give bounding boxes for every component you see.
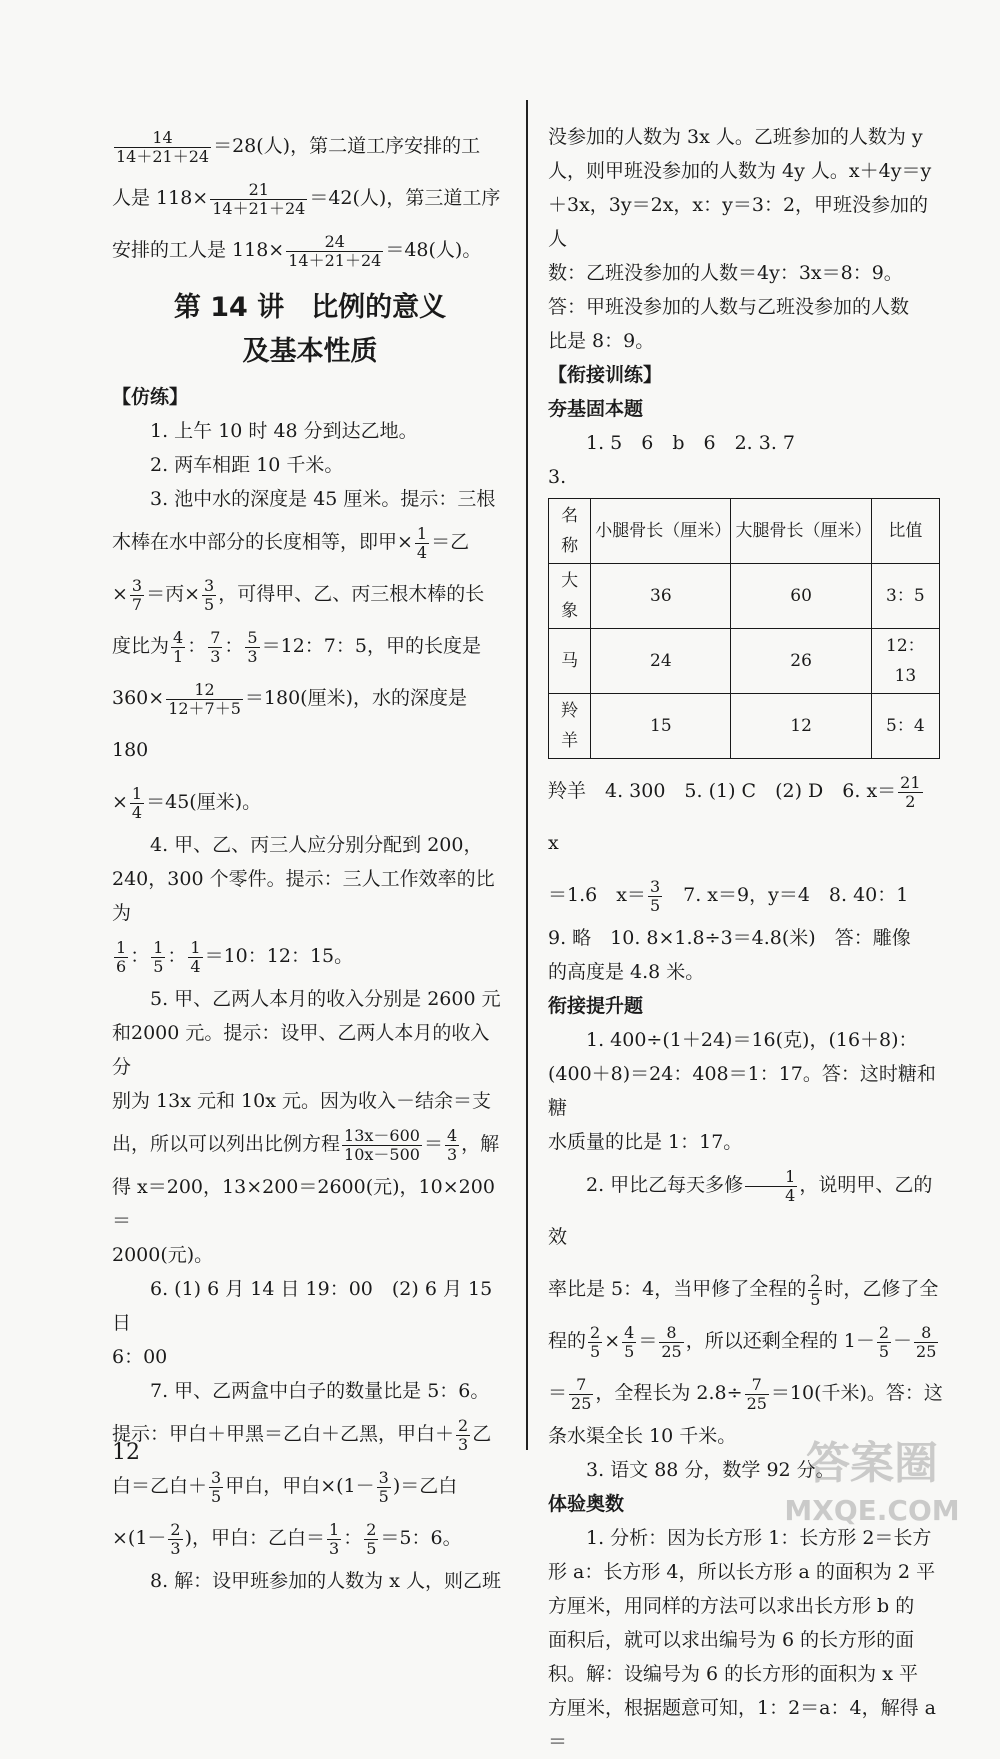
fraction: $\frac{3}{5}$ [378, 1467, 389, 1506]
table-row [549, 629, 940, 694]
text-line: 羚羊 4. 300 5. (1) C (2) D 6. x＝ $\frac{21}{2}$ x [548, 772, 944, 854]
text-line: 方厘米，根据题意可知，1：2＝a：4，解得 a＝ [548, 1697, 936, 1753]
fraction: $\frac{2}{5}$ [810, 1270, 821, 1309]
fraction: $\frac{24}{14+21+24}$ [288, 231, 382, 270]
fraction: $\frac{2}{3}$ [170, 1519, 181, 1558]
text-line: 水质量的比是 1：17。 [548, 1131, 743, 1153]
text-line: 形 a：长方形 4，所以长方形 a 的面积为 2 平 [548, 1561, 936, 1583]
text-line: 2000(元)。 [112, 1244, 214, 1266]
fraction: $\frac{7}{25}$ [571, 1374, 592, 1413]
text-line: 积。解：设编号为 6 的长方形的面积为 x 平 [548, 1663, 918, 1685]
text-line: 度比为 $\frac{4}{1}$ ： $\frac{7}{3}$ ： $\frac{5}{3}$ ＝12：7：5，甲的长度是 [112, 627, 481, 666]
text-line: 和2000 元。提示：设甲、乙两人本月的收入分 [112, 1022, 490, 1078]
text-line: 的高度是 4.8 米。 [548, 961, 705, 983]
text-line: ＋3x，3y＝2x，x：y＝3：2，甲班没参加的人 [548, 194, 929, 250]
table-header: 比值 [871, 499, 939, 564]
table-row [549, 694, 940, 759]
table-cell: 12 [731, 694, 871, 759]
fraction: $\frac{1}{4}$ [416, 523, 428, 562]
text-line: × $\frac{3}{7}$ ＝丙× $\frac{3}{5}$ ，可得甲、乙、丙三根木棒的长 [112, 575, 485, 614]
text-line: 2. 甲比乙每天多修 $\frac{1}{4}$ ，说明甲、乙的效 [548, 1166, 933, 1248]
table-header: 名称 [549, 499, 591, 564]
text-line: 条水渠全长 10 千米。 [548, 1425, 737, 1447]
section-heading: 【仿练】 [112, 386, 189, 408]
fraction: $\frac{4}{3}$ [446, 1125, 458, 1164]
text-line: 程的 $\frac{2}{5}$ × $\frac{4}{5}$ ＝ $\frac{8}{25}$ ，所以还剩全程的 1－ $\frac{2}{5}$ － $\frac{8}{25}$ [548, 1322, 937, 1361]
answer-1: 1. 上午 10 时 48 分到达乙地。 [150, 420, 418, 442]
text-line: (400＋8)＝24：408＝1：17。答：这时糖和糖 [548, 1063, 936, 1119]
text-line: 提示：甲白＋甲黑＝乙白＋乙黑，甲白＋ $\frac{2}{3}$ 乙 [112, 1415, 492, 1454]
answer-6: 6. (1) 6 月 14 日 19：00 (2) 6 月 15 日 [112, 1278, 493, 1334]
table-cell: 26 [731, 629, 871, 694]
fraction: $\frac{4}{5}$ [624, 1322, 635, 1361]
fraction: $\frac{8}{25}$ [661, 1322, 682, 1361]
answer-2: 2. 两车相距 10 千米。 [150, 454, 344, 476]
text-line: 3. 语文 88 分，数学 92 分。 [586, 1459, 835, 1481]
section-heading: 【衔接训练】 [548, 364, 663, 386]
text-line: $\frac{14}{14+21+24}$ ＝28(人)，第二道工序安排的工 [116, 127, 481, 166]
text-line: 没参加的人数为 3x 人。乙班参加的人数为 y [548, 126, 923, 148]
answer-4: 4. 甲、乙、丙三人应分别分配到 200， [150, 834, 483, 856]
fraction: $\frac{2}{3}$ [458, 1415, 469, 1454]
text-line: 1. 分析：因为长方形 1：长方形 2＝长方 [586, 1527, 932, 1549]
subsection-heading: 体验奥数 [548, 1493, 625, 1515]
text-line: $\frac{1}{6}$ ： $\frac{1}{5}$ ： $\frac{1}{4}$ ＝10：12：15。 [116, 937, 354, 976]
text-line: 360× $\frac{12}{12+7+5}$ ＝180(厘米)，水的深度是 180 [112, 679, 468, 761]
table-cell: 5：4 [871, 694, 939, 759]
text-line: 方厘米，用同样的方法可以求出长方形 b 的 [548, 1595, 915, 1617]
fraction: $\frac{8}{25}$ [916, 1322, 937, 1361]
fraction: $\frac{2}{5}$ [366, 1519, 377, 1558]
text-line: 240，300 个零件。提示：三人工作效率的比为 [112, 868, 495, 924]
svg-text:MXQE.COM: MXQE.COM [784, 1494, 960, 1527]
text-line: 1. 400÷(1＋24)＝16(克)，(16＋8)： [586, 1029, 918, 1051]
fraction: $\frac{21}{2}$ [900, 772, 921, 811]
fraction: $\frac{1}{4}$ [190, 937, 201, 976]
fraction: $\frac{2}{5}$ [878, 1322, 890, 1361]
table-cell: 15 [591, 694, 731, 759]
watermark-logo [752, 1416, 992, 1536]
answer-5: 5. 甲、乙两人本月的收入分别是 2600 元 [150, 988, 501, 1010]
text-line: 安排的工人是 118× $\frac{24}{14+21+24}$ ＝48(人)。 [112, 231, 482, 270]
text-line: 9. 略 10. 8×1.8÷3＝4.8(米) 答：雕像 [548, 927, 911, 949]
text-line: 比是 8：9。 [548, 330, 655, 352]
fraction: $\frac{4}{1}$ [173, 627, 184, 666]
fraction: $\frac{5}{3}$ [247, 627, 258, 666]
fraction: $\frac{3}{5}$ [211, 1467, 222, 1506]
fraction: $\frac{1}{3}$ [329, 1519, 340, 1558]
text-line: 3. [548, 466, 567, 488]
page-number: 12 [112, 1440, 140, 1465]
fraction: $\frac{2}{5}$ [590, 1322, 601, 1361]
table-row [549, 564, 940, 629]
subsection-heading: 衔接提升题 [548, 995, 644, 1017]
table-cell: 36 [591, 564, 731, 629]
table-header-row [549, 499, 940, 564]
table-header: 大腿骨长（厘米） [731, 499, 871, 564]
fraction: $\frac{3}{5}$ [204, 575, 215, 614]
table-cell: 大象 [549, 564, 591, 629]
text-line: 得 x＝200，13×200＝2600(元)，10×200＝ [112, 1176, 495, 1232]
text-line: 人，则甲班没参加的人数为 4y 人。x＋4y＝y [548, 160, 932, 182]
text-line: 1. 5 6 b 6 2. 3. 7 [586, 432, 796, 454]
table-cell: 12：13 [871, 629, 939, 694]
fraction: $\frac{14}{14+21+24}$ [116, 127, 210, 166]
fraction: $\frac{7}{3}$ [210, 627, 221, 666]
text-line: 6：00 [112, 1346, 168, 1368]
table-cell: 60 [731, 564, 871, 629]
text-line: 白＝乙白＋ $\frac{3}{5}$ 甲白，甲白×(1－ $\frac{3}{5}$ )＝乙白 [112, 1467, 458, 1506]
fraction: $\frac{3}{7}$ [131, 575, 143, 614]
text-line: 率比是 5：4，当甲修了全程的 $\frac{2}{5}$ 时，乙修了全 [548, 1270, 939, 1309]
table-cell: 24 [591, 629, 731, 694]
fraction: $\frac{12}{12+7+5}$ [168, 679, 241, 718]
text-line: 答：甲班没参加的人数与乙班没参加的人数 [548, 296, 910, 318]
fraction: $\frac{1}{4}$ [745, 1168, 797, 1205]
fraction: $\frac{21}{14+21+24}$ [212, 179, 306, 218]
answer-3: 3. 池中水的深度是 45 厘米。提示：三根 [150, 488, 496, 510]
table-cell: 羚羊 [549, 694, 591, 759]
fraction: $\frac{3}{5}$ [649, 876, 661, 915]
column-divider [526, 100, 528, 1450]
text-line: ＝1.6 x＝ $\frac{3}{5}$ 7. x＝9，y＝4 8. 40：1 [548, 876, 909, 915]
text-line: 出，所以可以列出比例方程 $\frac{13x-600}{10x-500}$ ＝ $\frac{4}{3}$ ，解 [112, 1125, 500, 1164]
svg-text:答案圈: 答案圈 [806, 1438, 938, 1489]
ratio-table [548, 498, 940, 759]
fraction: $\frac{13x-600}{10x-500}$ [344, 1125, 420, 1164]
answer-7: 7. 甲、乙两盒中白子的数量比是 5：6。 [150, 1380, 490, 1402]
lesson-title: 第 14 讲 比例的意义 及基本性质 [173, 292, 447, 367]
text-line: ×(1－ $\frac{2}{3}$ )，甲白：乙白＝ $\frac{1}{3}$ ： $\frac{2}{5}$ ＝5：6。 [112, 1519, 462, 1558]
subsection-heading: 夯基固本题 [548, 398, 644, 420]
fraction: $\frac{1}{5}$ [153, 937, 164, 976]
left-column [112, 120, 508, 1598]
table-cell: 3：5 [871, 564, 939, 629]
text-line: 面积后，就可以求出编号为 6 的长方形的面 [548, 1629, 915, 1651]
text-line: 别为 13x 元和 10x 元。因为收入－结余＝支 [112, 1090, 491, 1112]
answer-8: 8. 解：设甲班参加的人数为 x 人，则乙班 [150, 1570, 501, 1592]
fraction: $\frac{1}{4}$ [131, 783, 143, 822]
text-line: ＝ $\frac{7}{25}$ ，全程长为 2.8÷ $\frac{7}{25}$ ＝10(千米)。答：这 [548, 1374, 943, 1413]
text-line: × $\frac{1}{4}$ ＝45(厘米)。 [112, 783, 262, 822]
table-cell: 马 [549, 629, 591, 694]
fraction: $\frac{1}{6}$ [116, 937, 127, 976]
text-line: 木棒在水中部分的长度相等，即甲× $\frac{1}{4}$ ＝乙 [112, 523, 470, 562]
fraction: $\frac{7}{25}$ [746, 1374, 767, 1413]
table-header: 小腿骨长（厘米） [591, 499, 731, 564]
text-line: 数：乙班没参加的人数＝4y：3x＝8：9。 [548, 262, 903, 284]
text-line: 人是 118× $\frac{21}{14+21+24}$ ＝42(人)，第三道工序 [112, 179, 501, 218]
